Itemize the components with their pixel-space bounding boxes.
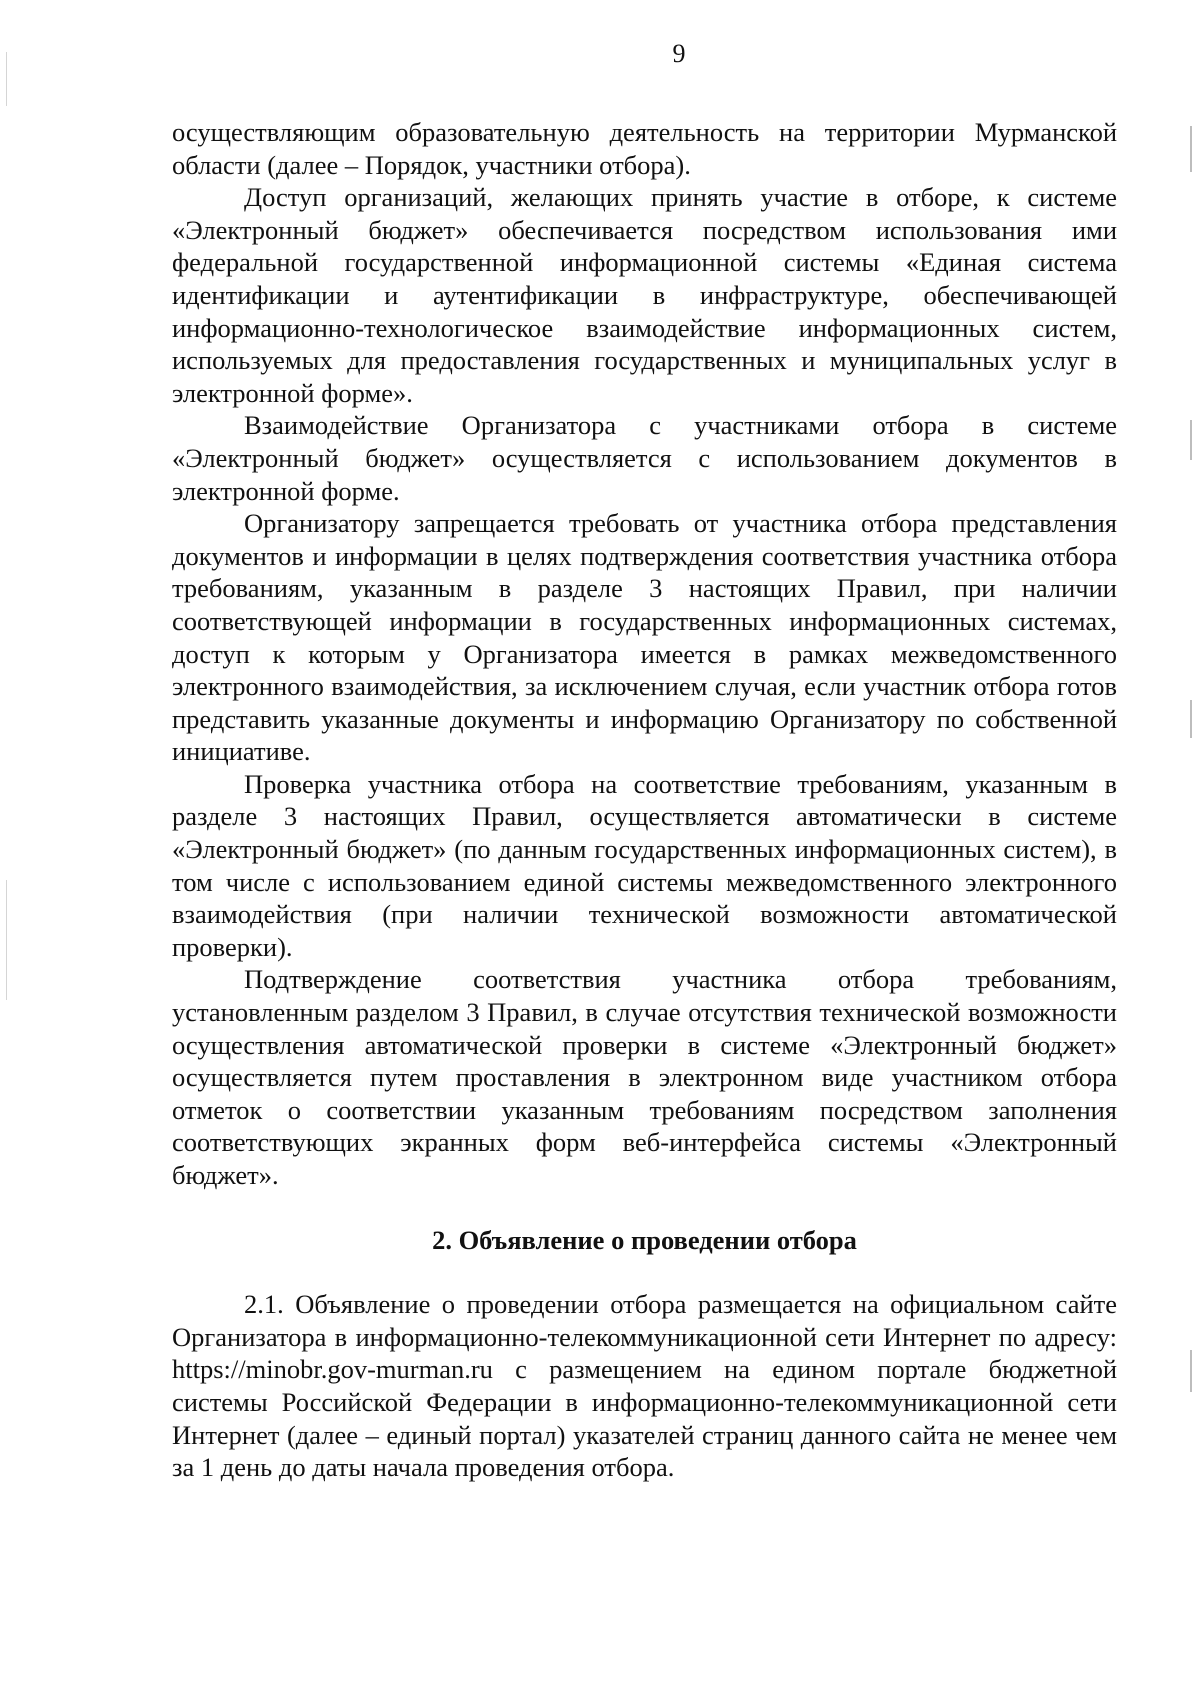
paragraph-interaction: Взаимодействие Организатора с участниками отбора в системе «Электронный бюджет» осуществляется с использованием документов в электронной форме. (172, 410, 1117, 506)
scan-edge-mark (1190, 126, 1192, 172)
paragraph-2-1: 2.1. Объявление о проведении отбора размещается на официальном сайте Организатора в информационно-телекоммуникационной сети Интернет по адресу: https://minobr.gov-murman.ru с размещением на едином портале бюджетной системы Российской Федерации в информационно-телекоммуникационной сети Интернет (далее – единый портал) указателей страниц данного сайта не менее чем за 1 день до даты начала проведения отбора. (172, 1289, 1117, 1483)
paragraph-confirmation: Подтверждение соответствия участника отбора требованиям, установленным разделом 3 Правил, в случае отсутствия технической возможности осуществления автоматической проверки в системе «Электронный бюджет» осуществляется путем проставления в электронном виде участником отбора отметок о соответствии указанным требованиям посредством заполнения соответствующих экранных форм веб-интерфейса системы «Электронный бюджет». (172, 964, 1117, 1190)
paragraph-continuation: осуществляющим образовательную деятельность на территории Мурманской области (далее – Порядок, участники отбора). (172, 117, 1117, 180)
scan-edge-mark (1190, 1350, 1192, 1392)
scan-edge-mark (6, 52, 7, 106)
paragraph-verification: Проверка участника отбора на соответствие требованиям, указанным в разделе 3 настоящих Правил, осуществляется автоматически в системе «Электронный бюджет» (по данным государственных информационных систем), в том числе с использованием единой системы межведомственного электронного взаимодействия (при наличии технической возможности автоматической проверки). (172, 768, 1117, 962)
page-number: 9 (672, 39, 686, 68)
scan-edge-mark (1190, 700, 1192, 738)
section-heading: 2. Объявление о проведении отбора (432, 1224, 857, 1255)
scan-edge-mark (6, 880, 7, 1000)
paragraph-prohibition: Организатору запрещается требовать от участника отбора представления документов и информации в целях подтверждения соответствия участника отбора требованиям, указанным в разделе 3 настоящих Правил, при наличии соответствующей информации в государственных информационных системах, доступ к которым у Организатора имеется в рамках межведомственного электронного взаимодействия, за исключением случая, если участник отбора готов представить указанные документы и информацию Организатору по собственной инициативе. (172, 508, 1117, 767)
document-body (172, 116, 1117, 1484)
scan-edge-mark (1190, 420, 1192, 460)
paragraph-access: Доступ организаций, желающих принять участие в отборе, к системе «Электронный бюджет» обеспечивается посредством использования ими федеральной государственной информационной системы «Единая система идентификации и аутентификации в инфраструктуре, обеспечивающей информационно-технологическое взаимодействие информационных систем, используемых для предоставления государственных и муниципальных услуг в электронной форме». (172, 182, 1117, 408)
